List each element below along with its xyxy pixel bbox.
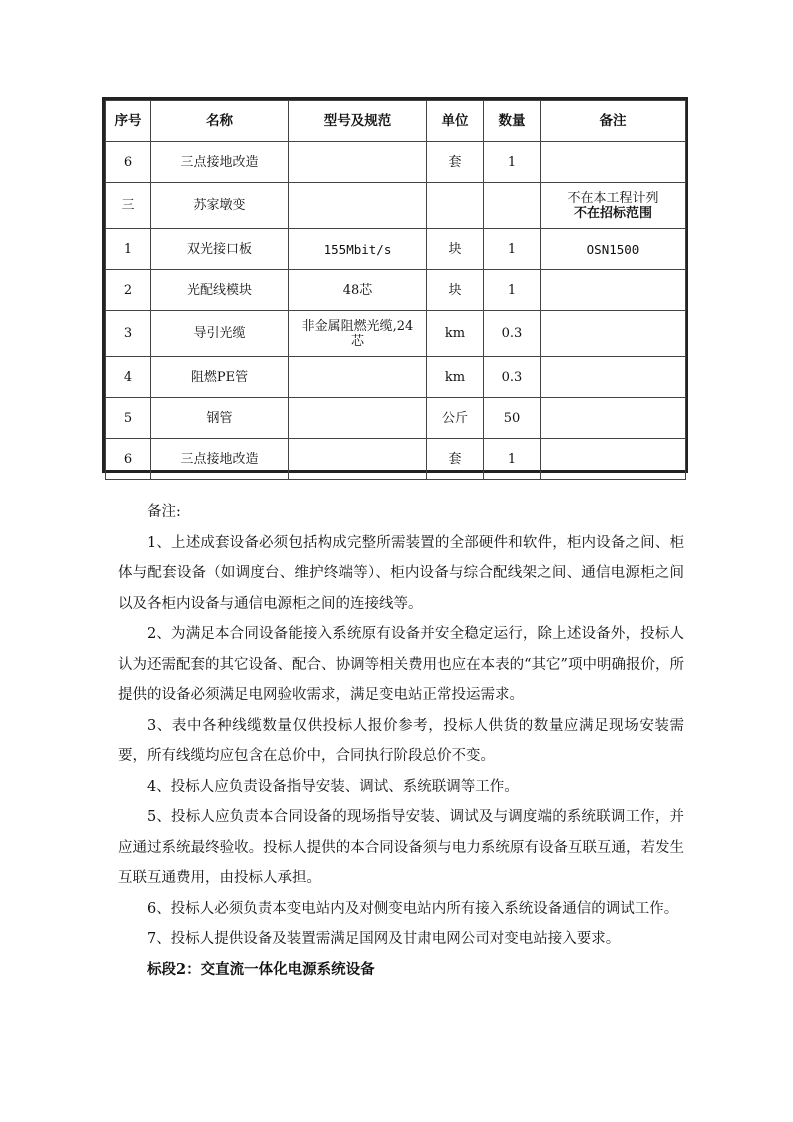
cell-name: 三点接地改造 — [151, 142, 289, 183]
cell-spec — [289, 311, 427, 357]
cell-qty: 50 — [484, 398, 541, 439]
cell-remark — [541, 142, 686, 183]
cell-remark — [541, 439, 686, 480]
cell-spec — [289, 142, 427, 183]
cell-name: 导引光缆 — [151, 311, 289, 357]
cell-name: 苏家墩变 — [151, 183, 289, 229]
cell-remark — [541, 311, 686, 357]
cell-qty: 1 — [484, 229, 541, 270]
table-row — [106, 398, 686, 439]
header-remark: 备注 — [541, 101, 686, 142]
cell-no: 3 — [106, 311, 151, 357]
note-item: 5、投标人应负责本合同设备的现场指导安装、调试及与调度端的系统联调工作，并应通过系统最终验收。投标人提供的本合同设备须与电力系统原有设备互联互通，若发生互联互通费用，由投标人承担。 — [118, 809, 684, 886]
remark-line-2: 不在招标范围 — [573, 205, 652, 221]
table-row — [106, 142, 686, 183]
spec-line-1: 非金属阻燃光缆,24 — [301, 318, 414, 334]
table-row — [106, 357, 686, 398]
notes-section — [118, 497, 684, 985]
header-qty: 数量 — [484, 101, 541, 142]
cell-unit: 块 — [427, 229, 484, 270]
cell-remark — [541, 357, 686, 398]
cell-spec — [289, 183, 427, 229]
cell-no: 6 — [106, 439, 151, 480]
cell-qty — [484, 183, 541, 229]
section-title: 标段2：交直流一体化电源系统设备 — [147, 960, 375, 978]
note-item: 7、投标人提供设备及装置需满足国网及甘肃电网公司对变电站接入要求。 — [147, 931, 621, 947]
cell-name: 阻燃PE管 — [151, 357, 289, 398]
cell-remark — [541, 398, 686, 439]
table-row — [106, 229, 686, 270]
cell-name: 双光接口板 — [151, 229, 289, 270]
cell-no: 5 — [106, 398, 151, 439]
cell-unit: km — [427, 357, 484, 398]
cell-unit: 公斤 — [427, 398, 484, 439]
cell-remark — [541, 183, 686, 229]
cell-no: 1 — [106, 229, 151, 270]
cell-spec — [289, 398, 427, 439]
cell-qty: 0.3 — [484, 357, 541, 398]
cell-spec — [289, 439, 427, 480]
note-item: 6、投标人必须负责本变电站内及对侧变电站内所有接入系统设备通信的调试工作。 — [147, 900, 679, 917]
cell-name: 光配线模块 — [151, 270, 289, 311]
cell-no: 三 — [106, 183, 151, 229]
cell-no: 4 — [106, 357, 151, 398]
cell-unit: 块 — [427, 270, 484, 311]
cell-remark: OSN1500 — [541, 229, 686, 270]
table-row — [106, 183, 686, 229]
header-unit: 单位 — [427, 101, 484, 142]
cell-qty: 0.3 — [484, 311, 541, 357]
cell-spec — [289, 357, 427, 398]
notes-heading: 备注: — [147, 504, 181, 520]
equipment-table — [105, 100, 686, 480]
cell-spec: 155Mbit/s — [289, 229, 427, 270]
note-item: 4、投标人应负责设备指导安装、调试、系统联调等工作。 — [147, 778, 519, 795]
cell-unit: km — [427, 311, 484, 357]
cell-unit: 套 — [427, 439, 484, 480]
note-item: 2、为满足本合同设备能接入系统原有设备并安全稳定运行，除上述设备外，投标人认为还需配套的其它设备、配合、协调等相关费用也应在本表的“其它”项中明确报价，所提供的设备必须满足电网验收需求，满足变电站正常投运需求。 — [118, 626, 684, 703]
cell-qty: 1 — [484, 439, 541, 480]
header-spec: 型号及规范 — [289, 101, 427, 142]
table-header-row — [106, 101, 686, 142]
cell-remark — [541, 270, 686, 311]
cell-qty: 1 — [484, 270, 541, 311]
cell-spec: 48芯 — [289, 270, 427, 311]
cell-name: 钢管 — [151, 398, 289, 439]
cell-no: 2 — [106, 270, 151, 311]
cell-no: 6 — [106, 142, 151, 183]
remark-line-1: 不在本工程计列 — [567, 190, 659, 206]
cell-name: 三点接地改造 — [151, 439, 289, 480]
cell-qty: 1 — [484, 142, 541, 183]
table-row — [106, 311, 686, 357]
table-row — [106, 439, 686, 480]
note-item: 1、上述成套设备必须包括构成完整所需装置的全部硬件和软件，柜内设备之间、柜体与配套设备（如调度台、维护终端等）、柜内设备与综合配线架之间、通信电源柜之间以及各柜内设备与通信电源柜之间的连接线等。 — [118, 534, 684, 612]
header-name: 名称 — [151, 101, 289, 142]
header-no: 序号 — [106, 101, 151, 142]
cell-unit — [427, 183, 484, 229]
table-row — [106, 270, 686, 311]
cell-unit: 套 — [427, 142, 484, 183]
spec-line-2: 芯 — [350, 333, 364, 349]
note-item: 3、表中各种线缆数量仅供投标人报价参考，投标人供货的数量应满足现场安装需要，所有线缆均应包含在总价中，合同执行阶段总价不变。 — [118, 717, 684, 764]
